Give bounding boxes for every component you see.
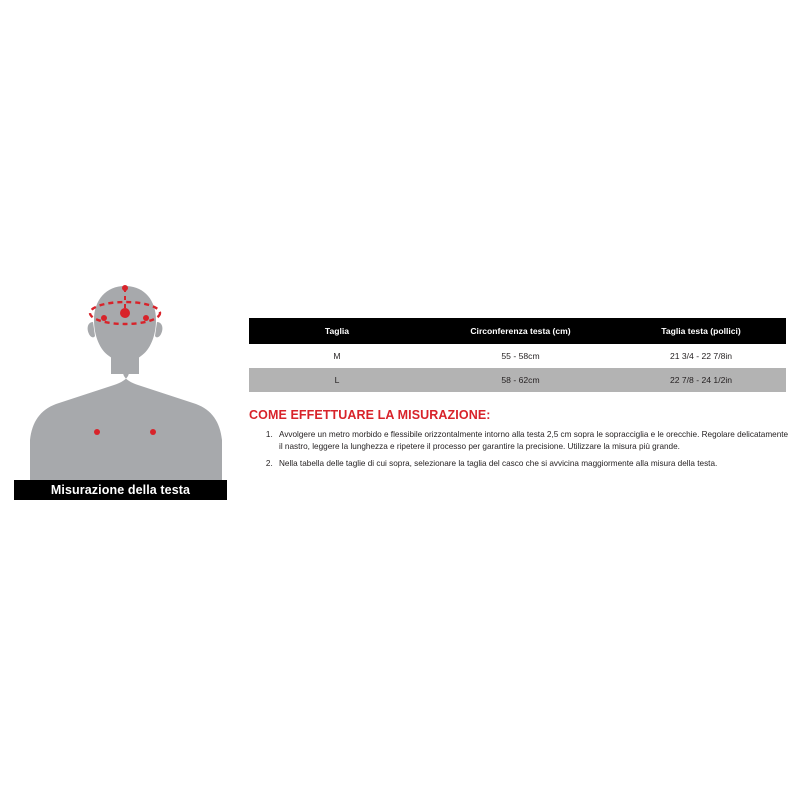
table-row [249,344,786,368]
instructions-list [249,429,789,470]
column-header-inches: Taglia testa (pollici) [616,318,786,344]
instruction-step: 2. Nella tabella delle taglie di cui sopra, selezionare la taglia del casco che si avvicina maggiormente alla misura della testa. [275,458,789,470]
instructions-block [249,408,789,475]
cell-circumference: 55 - 58cm [425,344,616,368]
figure-caption: Misurazione della testa [14,480,227,500]
instructions-title: COME EFFETTUARE LA MISURAZIONE: [249,408,491,422]
cell-size: M [249,344,425,368]
column-header-size: Taglia [249,318,425,344]
instruction-step: 1. Avvolgere un metro morbido e flessibile orizzontalmente intorno alla testa 2,5 cm sopra le sopracciglia e le orecchie. Regolare delicatamente il nastro, leggere la lunghezza e ripetere il processo per garantire la precisione. Utilizzare la misura più grande. [275,429,789,453]
table-header-row [249,318,786,344]
cell-circumference: 58 - 62cm [425,368,616,392]
cell-size: L [249,368,425,392]
cell-inches: 21 3/4 - 22 7/8in [616,344,786,368]
size-table [249,318,786,392]
head-measurement-illustration [14,280,238,480]
column-header-circumference: Circonferenza testa (cm) [425,318,616,344]
cell-inches: 22 7/8 - 24 1/2in [616,368,786,392]
table-row [249,368,786,392]
head-measurement-figure [14,280,238,500]
